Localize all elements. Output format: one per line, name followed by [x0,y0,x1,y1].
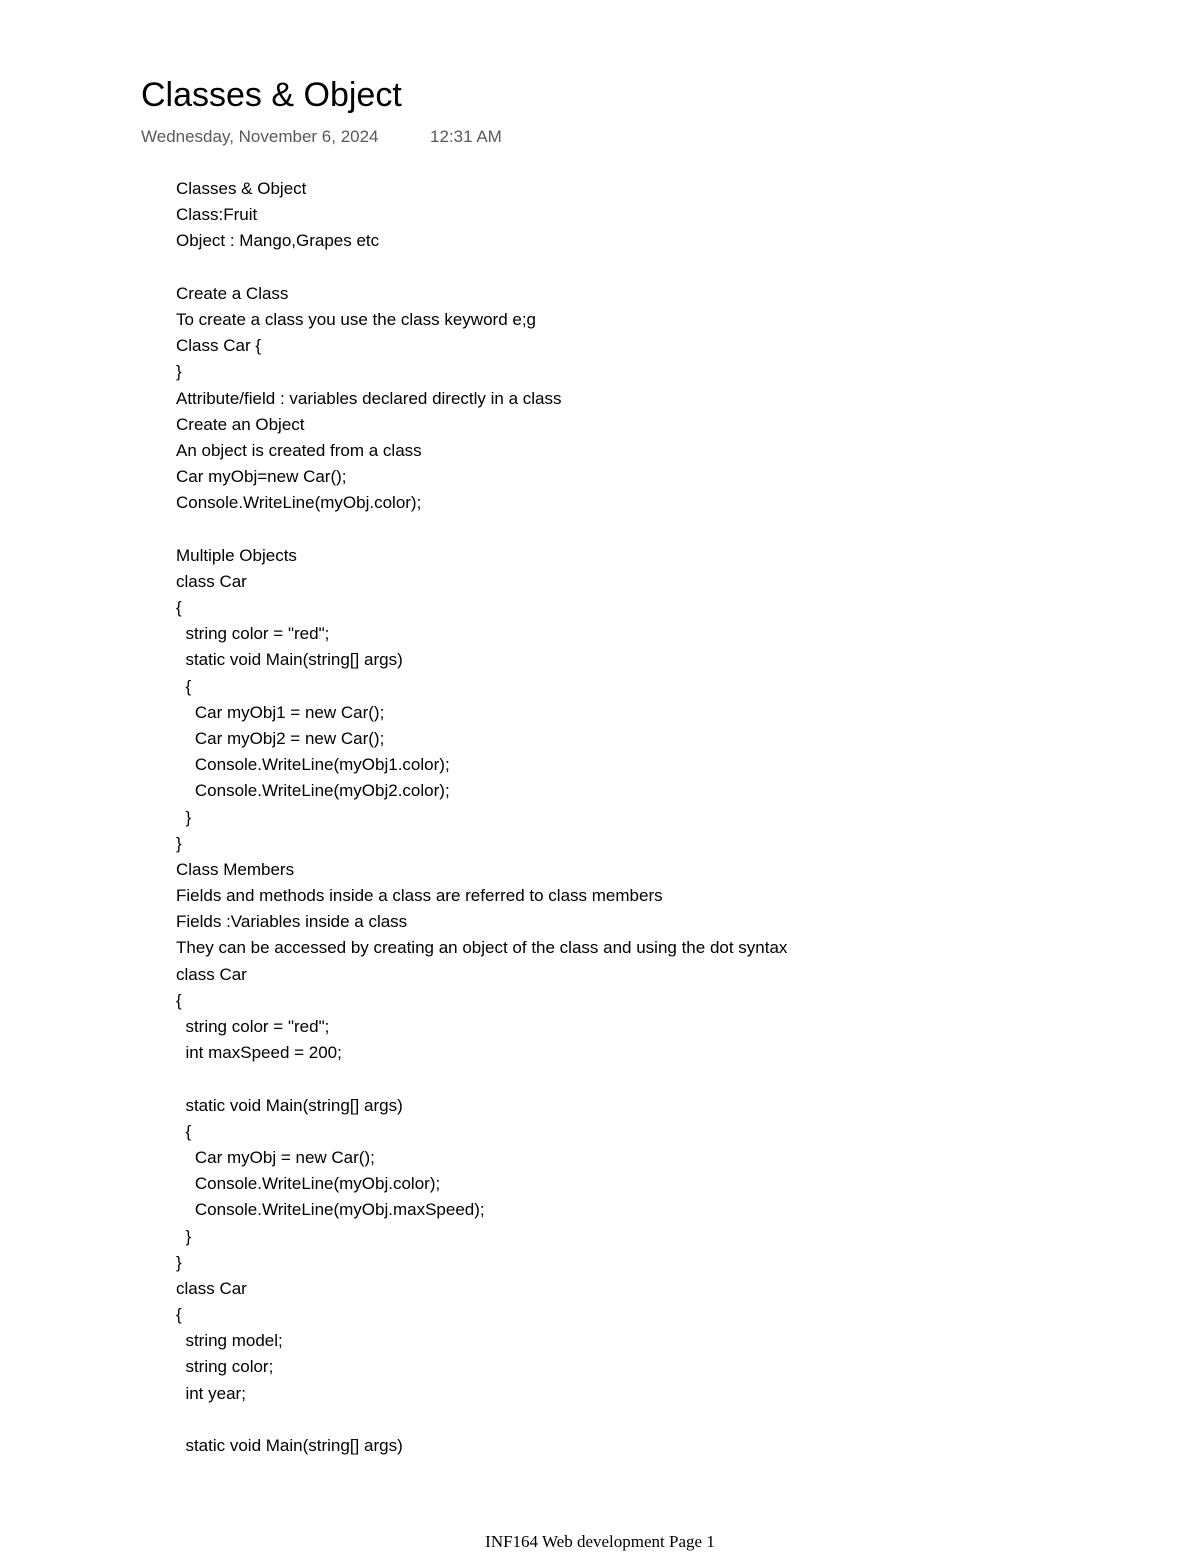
body-line: Car myObj = new Car(); [176,1147,375,1167]
body-line: { [176,676,192,696]
body-line: Class Car { [176,336,262,356]
body-line: Fields :Variables inside a class [176,912,408,932]
body-line: Console.WriteLine(myObj.color); [176,1174,441,1194]
body-line: { [176,1305,182,1325]
body-line: An object is created from a class [176,440,422,460]
body-line: Car myObj2 = new Car(); [176,728,385,748]
blank-line [176,1066,1136,1092]
body-line: Console.WriteLine(myObj.color); [176,493,422,513]
body-line: } [176,833,182,853]
body-line: Console.WriteLine(myObj1.color); [176,755,450,775]
body-line: static void Main(string[] args) [176,650,403,670]
body-line: int year; [176,1383,246,1403]
body-line: To create a class you use the class keyword e;g [176,309,537,329]
body-line: Car myObj1 = new Car(); [176,702,385,722]
body-line: They can be accessed by creating an object of the class and using the dot syntax [176,938,788,958]
body-line: } [176,362,182,382]
body-line: Class:Fruit [176,205,258,225]
body-line: string color = "red"; [176,624,330,644]
body-line: string color; [176,1357,274,1377]
body-line: { [176,1121,192,1141]
body-line: } [176,1252,182,1272]
note-body [176,176,1136,1459]
body-line: } [176,807,192,827]
body-line: string model; [176,1331,283,1351]
page-footer: INF164 Web development Page 1 [485,1532,715,1551]
blank-line [176,255,1136,281]
body-line: Classes & Object [176,179,307,198]
body-line: Class Members [176,859,295,879]
body-line: class Car [176,571,247,591]
body-line: class Car [176,1278,247,1298]
body-line: { [176,990,182,1010]
body-line: string color = "red"; [176,1017,330,1036]
body-line: Console.WriteLine(myObj.maxSpeed); [176,1200,485,1220]
body-line: Create an Object [176,414,305,434]
page-title: Classes & Object [141,76,402,114]
note-date: Wednesday, November 6, 2024 [141,127,379,146]
body-line: Create a Class [176,283,289,303]
body-line: static void Main(string[] args) [176,1095,403,1115]
body-line: Multiple Objects [176,545,297,565]
body-line: class Car [176,964,247,984]
body-line: Object : Mango,Grapes etc [176,231,380,251]
body-line: int maxSpeed = 200; [176,1043,342,1063]
body-line: Car myObj=new Car(); [176,467,347,487]
body-line: Attribute/field : variables declared directly in a class [176,388,562,408]
body-line: } [176,1226,192,1246]
body-line: Fields and methods inside a class are referred to class members [176,886,663,906]
blank-line [176,516,1136,542]
body-line: Console.WriteLine(myObj2.color); [176,781,450,801]
note-time: 12:31 AM [430,127,502,146]
body-line: static void Main(string[] args) [176,1436,403,1455]
blank-line [176,1407,1136,1433]
body-line: { [176,598,182,617]
